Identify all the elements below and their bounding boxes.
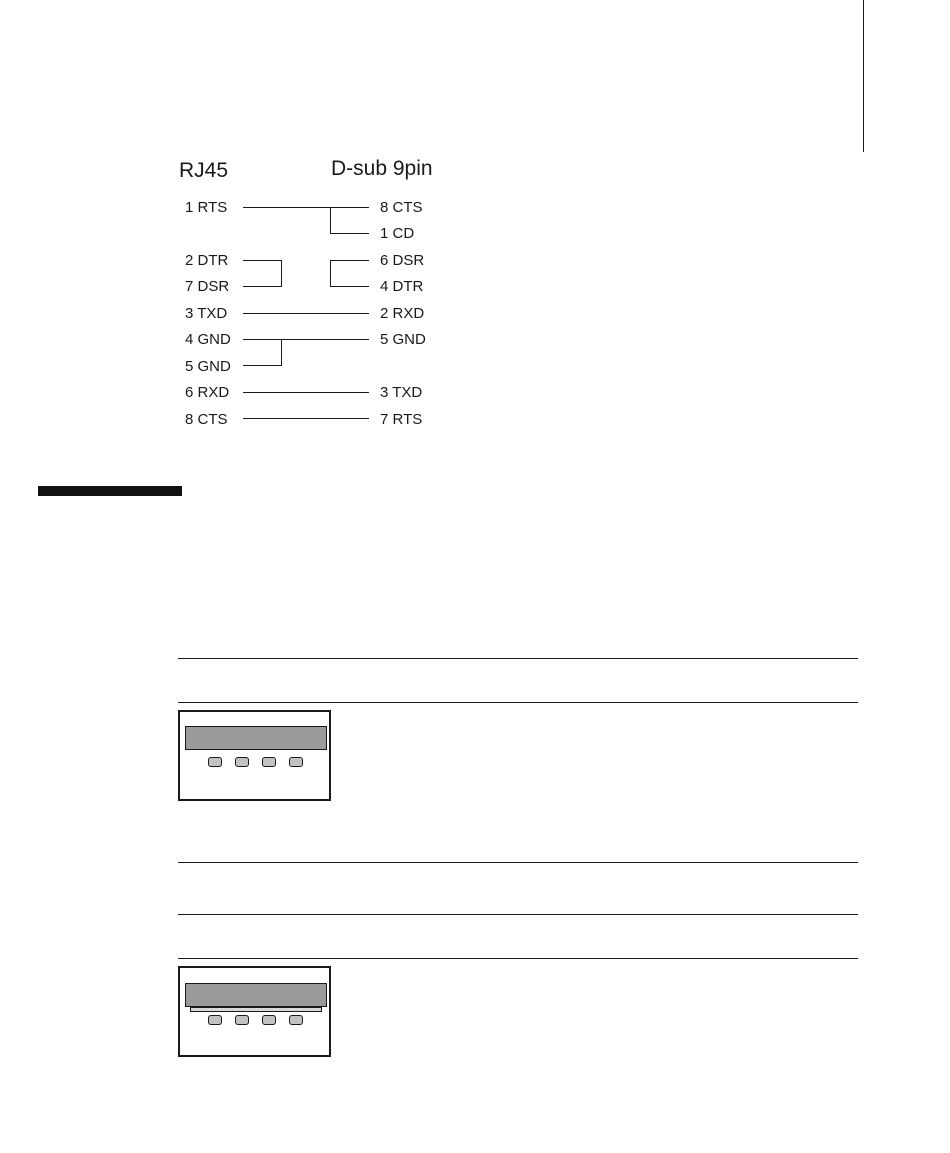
usb-pin — [262, 757, 276, 767]
usb-pin — [208, 1015, 222, 1025]
table-rule — [178, 914, 858, 915]
rj45-header: RJ45 — [179, 159, 229, 182]
wire — [243, 313, 369, 314]
wire — [330, 286, 369, 287]
section-heading-bar — [38, 486, 182, 496]
rj45-pin-label: 2 DTR — [185, 252, 229, 269]
wire — [330, 260, 369, 261]
dsub-pin-label: 8 CTS — [380, 199, 423, 216]
rj45-pin-label: 8 CTS — [185, 411, 228, 428]
wire — [243, 365, 281, 366]
usb-port-icon — [178, 966, 331, 1057]
dsub-pin-label: 1 CD — [380, 225, 415, 242]
usb-pin — [289, 757, 303, 767]
wire — [330, 207, 331, 234]
usb-pin — [235, 757, 249, 767]
table-rule — [178, 958, 858, 959]
rj45-pin-label: 5 GND — [185, 358, 231, 375]
wire — [330, 233, 369, 234]
dsub-header: D-sub 9pin — [331, 157, 433, 180]
dsub-pin-label: 2 RXD — [380, 305, 425, 322]
dsub-pin-label: 5 GND — [380, 331, 426, 348]
usb-pin — [262, 1015, 276, 1025]
wire — [281, 339, 282, 366]
usb-port-slot — [185, 983, 327, 1007]
rj45-pin-label: 7 DSR — [185, 278, 230, 295]
dsub-pin-label: 6 DSR — [380, 252, 425, 269]
usb-pin — [289, 1015, 303, 1025]
rj45-pin-label: 6 RXD — [185, 384, 230, 401]
wire — [243, 260, 281, 261]
rj45-pin-label: 3 TXD — [185, 305, 228, 322]
wire — [243, 207, 369, 208]
dsub-pin-label: 4 DTR — [380, 278, 424, 295]
table-rule — [178, 862, 858, 863]
wire — [281, 260, 282, 287]
wire — [243, 392, 369, 393]
dsub-pin-label: 3 TXD — [380, 384, 423, 401]
wire — [330, 260, 331, 287]
wire — [243, 418, 369, 419]
wiring-diagram — [0, 0, 950, 440]
dsub-pin-label: 7 RTS — [380, 411, 423, 428]
rj45-pin-label: 4 GND — [185, 331, 231, 348]
usb-port-icon — [178, 710, 331, 801]
rj45-pin-label: 1 RTS — [185, 199, 228, 216]
table-rule — [178, 702, 858, 703]
usb-port-slot — [185, 726, 327, 750]
usb-contact-shelf — [190, 1007, 322, 1012]
usb-pin — [208, 757, 222, 767]
usb-pin — [235, 1015, 249, 1025]
wire — [243, 286, 281, 287]
table-rule — [178, 658, 858, 659]
wire — [243, 339, 369, 340]
